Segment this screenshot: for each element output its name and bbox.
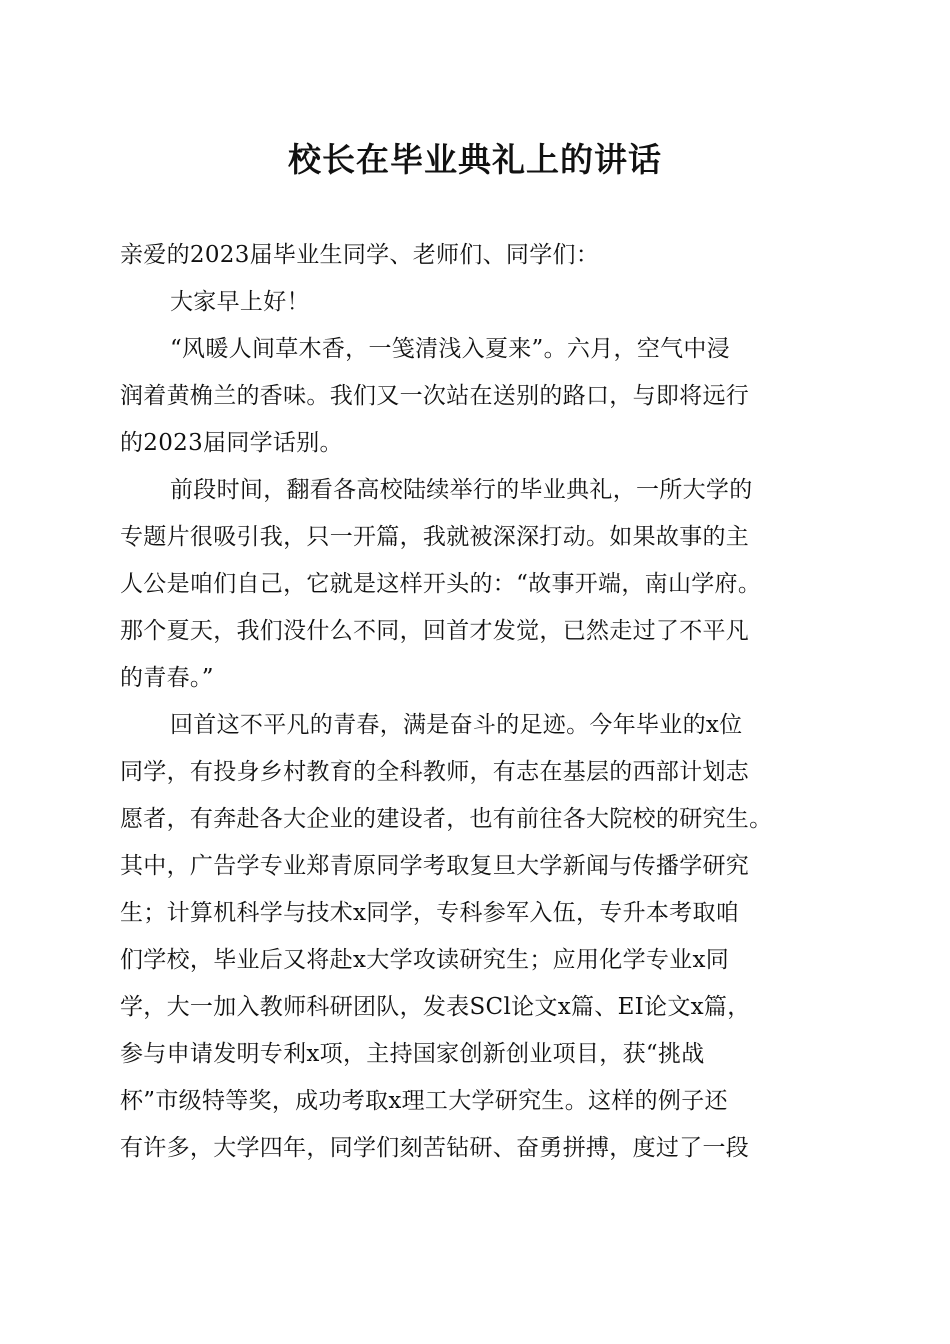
salutation-line: 亲爱的2023届毕业生同学、老师们、同学们：	[120, 242, 600, 268]
paragraph-line: 专题片很吸引我，只一开篇，我就被深深打动。如果故事的主	[120, 524, 750, 550]
paragraph-line: 杯”市级特等奖，成功考取x理工大学研究生。这样的例子还	[120, 1088, 728, 1114]
paragraph-line: 人公是咱们自己，它就是这样开头的：“故事开端，南山学府。	[120, 571, 762, 597]
paragraph-line: 的青春。”	[120, 665, 214, 691]
paragraph-line: 的2023届同学话别。	[120, 430, 343, 456]
paragraph-line: 学，大一加入教师科研团队，发表SCl论文x篇、EI论文x篇，	[120, 994, 751, 1020]
greeting-line: 大家早上好！	[170, 289, 310, 315]
paragraph-line: 参与申请发明专利x项，主持国家创新创业项目，获“挑战	[120, 1041, 705, 1067]
document-body	[120, 232, 830, 1172]
paragraph-line: 有许多，大学四年，同学们刻苦钻研、奋勇拼搏，度过了一段	[120, 1135, 750, 1161]
paragraph-line: 同学，有投身乡村教育的全科教师，有志在基层的西部计划志	[120, 759, 750, 785]
paragraph-line: 们学校，毕业后又将赴x大学攻读研究生；应用化学专业x同	[120, 947, 730, 973]
paragraph-line: 润着黄桷兰的香味。我们又一次站在送别的路口，与即将远行	[120, 383, 750, 409]
paragraph-line: “风暖人间草木香，一笺清浅入夏来”。六月，空气中浸	[170, 336, 731, 362]
paragraph-line: 其中，广告学专业郑青原同学考取复旦大学新闻与传播学研究	[120, 853, 750, 879]
document-title: 校长在毕业典礼上的讲话	[288, 140, 662, 179]
paragraph-line: 愿者，有奔赴各大企业的建设者，也有前往各大院校的研究生。	[120, 806, 773, 832]
paragraph-line: 生；计算机科学与技术x同学，专科参军入伍，专升本考取咱	[120, 900, 740, 926]
paragraph-line: 那个夏天，我们没什么不同，回首才发觉，已然走过了不平凡	[120, 618, 750, 644]
paragraph-line: 回首这不平凡的青春，满是奋斗的足迹。今年毕业的x位	[170, 712, 743, 738]
paragraph-line: 前段时间，翻看各高校陆续举行的毕业典礼，一所大学的	[170, 477, 753, 503]
